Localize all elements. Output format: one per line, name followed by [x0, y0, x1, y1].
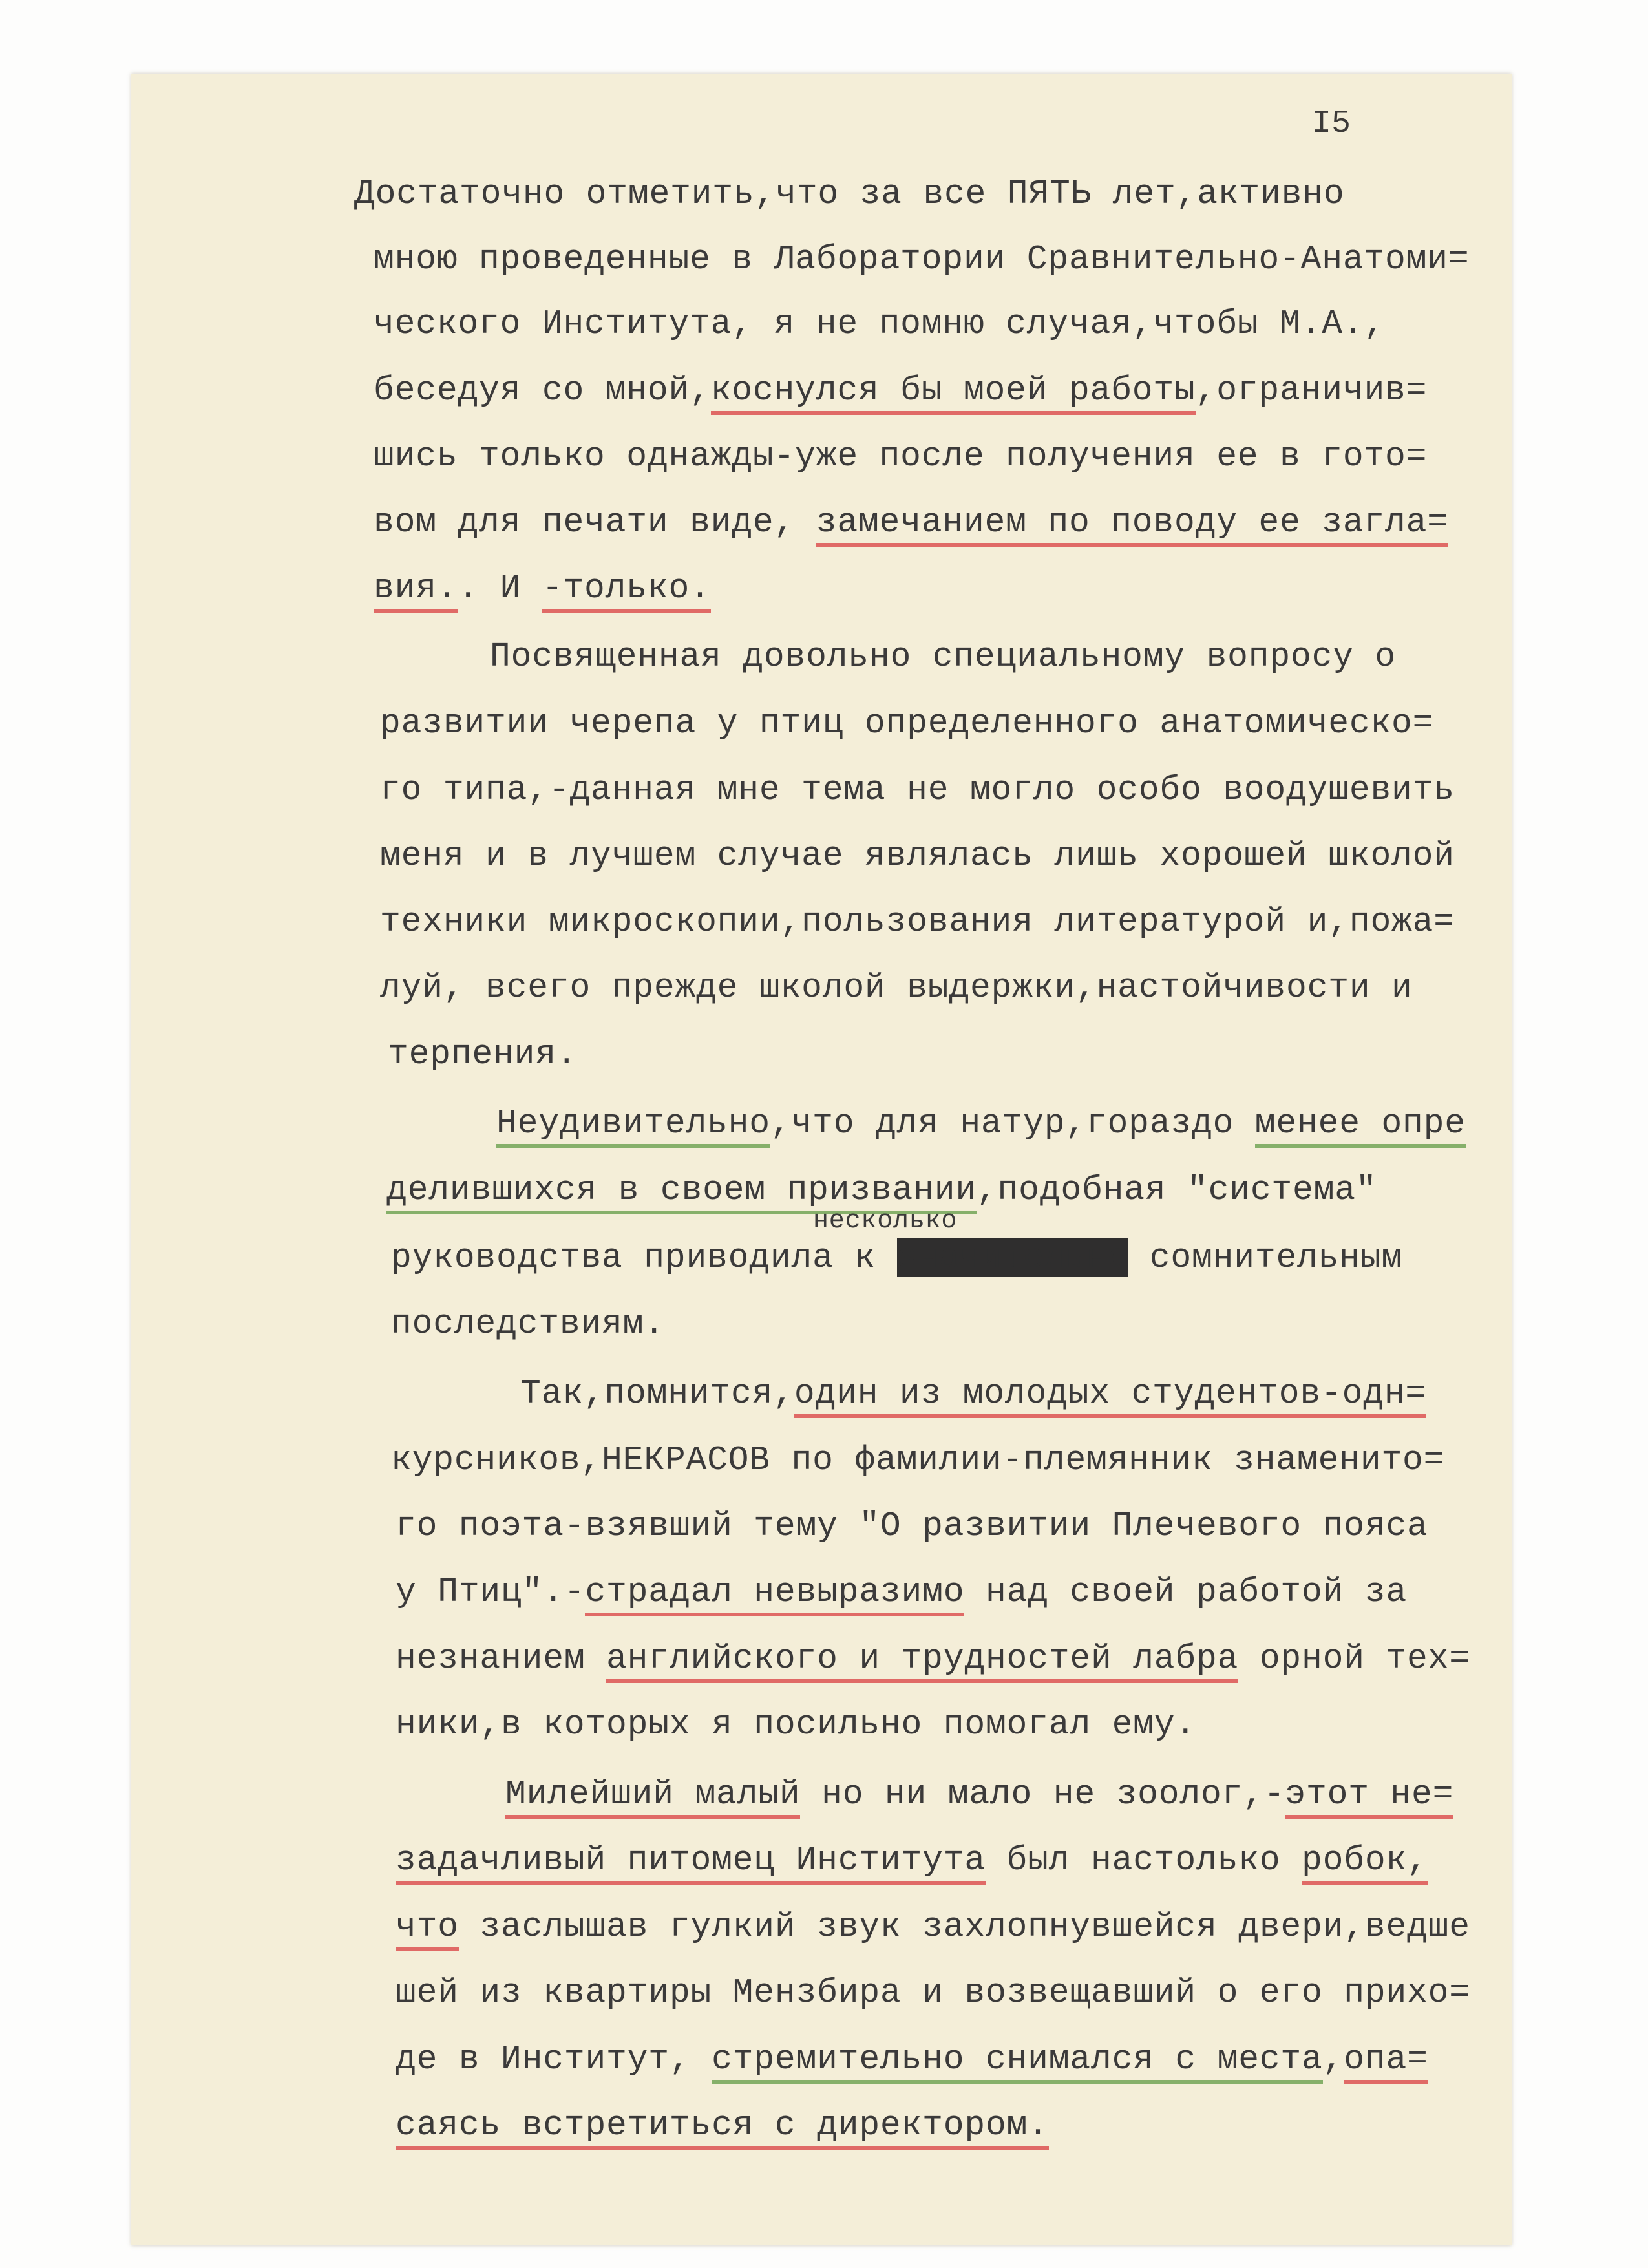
text-line — [380, 968, 1413, 1007]
text-segment: у Птиц".- — [396, 1573, 586, 1611]
text-line — [388, 1037, 577, 1072]
text-segment: орной тех= — [1238, 1639, 1470, 1678]
text-segment: шей из квартиры Мензбира и возвещавший о его прихо= — [396, 1973, 1470, 2012]
text-line — [386, 1173, 1377, 1207]
text-segment: заслышав гулкий звук захлопнувшейся двери,ведше — [458, 1907, 1470, 1946]
red-underlined-phrase: задачливый питомец Института — [396, 1841, 986, 1885]
text-line — [520, 1374, 1427, 1413]
red-underlined-phrase: саясь встретиться с директором. — [396, 2106, 1049, 2150]
text-segment: , — [1322, 2040, 1344, 2079]
red-underlined-phrase: страдал невыразимо — [585, 1573, 964, 1616]
text-line — [396, 1973, 1470, 2012]
text-line — [391, 1304, 665, 1343]
text-segment: сомнительным — [1128, 1238, 1403, 1277]
text-line — [391, 1238, 1403, 1277]
text-line — [396, 1843, 1428, 1878]
text-line — [396, 1907, 1470, 1946]
text-line — [374, 437, 1428, 476]
text-line — [374, 571, 711, 606]
text-segment: был настолько — [985, 1841, 1302, 1880]
text-line — [374, 371, 1428, 410]
text-segment: мною проведенные в Лаборатории Сравнительно-Анатоми= — [374, 240, 1470, 279]
text-line — [380, 770, 1455, 809]
red-underlined-phrase: робок, — [1302, 1841, 1428, 1885]
red-underlined-phrase: -только. — [542, 569, 711, 613]
text-segment: шись только однажды-уже после получения ее в гото= — [374, 437, 1428, 476]
text-segment: Достаточно отметить,что за все ПЯТЬ лет,активно — [354, 175, 1345, 213]
red-underlined-phrase: коснулся бы моей работы — [711, 371, 1196, 415]
text-line — [396, 2108, 1049, 2143]
text-line — [505, 1777, 1453, 1812]
text-line — [496, 1104, 1466, 1143]
text-segment: . И — [458, 569, 542, 608]
text-segment: незнанием — [396, 1639, 607, 1678]
text-line — [396, 1509, 1428, 1543]
text-line — [380, 902, 1455, 941]
text-segment: луй, всего прежде школой выдержки,настойчивости и — [380, 968, 1413, 1007]
red-underlined-phrase: английского и трудностей лабра — [606, 1639, 1238, 1683]
green-underlined-phrase: делившихся в своем призвании — [386, 1171, 977, 1214]
text-segment: техники микроскопии,пользования литературой и,пожа= — [380, 902, 1455, 941]
red-underlined-phrase: этот не= — [1285, 1775, 1453, 1819]
text-segment: курсников,НЕКРАСОВ по фамилии-племянник знаменито= — [391, 1441, 1445, 1479]
text-segment: ческого Института, я не помню случая,чтобы М.А., — [374, 304, 1386, 343]
struck-out-word: значительно — [896, 1238, 1129, 1277]
red-underlined-phrase: вия. — [374, 569, 458, 613]
green-underlined-phrase: стремительно снимался с места — [712, 2040, 1323, 2084]
text-segment: меня и в лучшем случае являлась лишь хорошей школой — [380, 836, 1455, 875]
text-segment: терпения. — [388, 1035, 578, 1074]
green-underlined-phrase: менее опре — [1255, 1104, 1466, 1148]
text-segment: Посвященная довольно специальному вопросу о — [490, 637, 1397, 676]
red-underlined-phrase: замечанием по поводу ее загла= — [816, 503, 1448, 547]
text-segment: ,подобная "система" — [976, 1171, 1377, 1209]
text-segment: ники,в которых я посильно помогал ему. — [396, 1705, 1196, 1744]
red-underlined-phrase: Милейший малый — [505, 1775, 800, 1819]
text-segment: го поэта-взявший тему "О развитии Плечевого пояса — [396, 1507, 1428, 1545]
text-segment: ,что для натур,гораздо — [770, 1104, 1255, 1143]
text-line — [396, 1575, 1407, 1609]
text-segment: ,ограничив= — [1195, 371, 1428, 410]
text-line — [490, 637, 1397, 676]
interlinear-insertion — [813, 1209, 957, 1235]
page-number: I5 — [1312, 105, 1351, 142]
green-underlined-phrase: Неудивительно — [496, 1104, 770, 1148]
text-segment: руководства приводила к — [391, 1238, 897, 1277]
text-segment: несколько — [813, 1207, 958, 1236]
red-underlined-phrase: один из молодых студентов-одн= — [794, 1374, 1426, 1418]
text-line — [374, 505, 1448, 540]
text-segment: Так,помнится, — [520, 1374, 794, 1413]
text-line — [354, 177, 1344, 211]
text-line — [380, 836, 1455, 875]
text-line — [374, 242, 1469, 277]
text-line — [396, 2042, 1428, 2077]
text-segment: последствиям. — [391, 1304, 665, 1343]
text-segment: вом для печати виде, — [374, 503, 816, 542]
text-segment: развитии черепа у птиц определенного анатомическо= — [380, 704, 1434, 743]
text-line — [391, 1443, 1444, 1478]
text-segment: беседуя со мной, — [374, 371, 711, 410]
text-segment: но ни мало не зоолог,- — [800, 1775, 1285, 1814]
red-underlined-phrase: опа= — [1344, 2040, 1428, 2084]
text-segment: го типа,-данная мне тема не могло особо воодушевить — [380, 770, 1455, 809]
text-line — [374, 304, 1386, 343]
text-line — [396, 1639, 1470, 1678]
text-segment: де в Институт, — [396, 2040, 712, 2079]
red-underlined-phrase: что — [396, 1907, 459, 1951]
text-segment: над своей работой за — [964, 1573, 1408, 1611]
text-line — [396, 1705, 1196, 1744]
text-line — [380, 706, 1433, 741]
